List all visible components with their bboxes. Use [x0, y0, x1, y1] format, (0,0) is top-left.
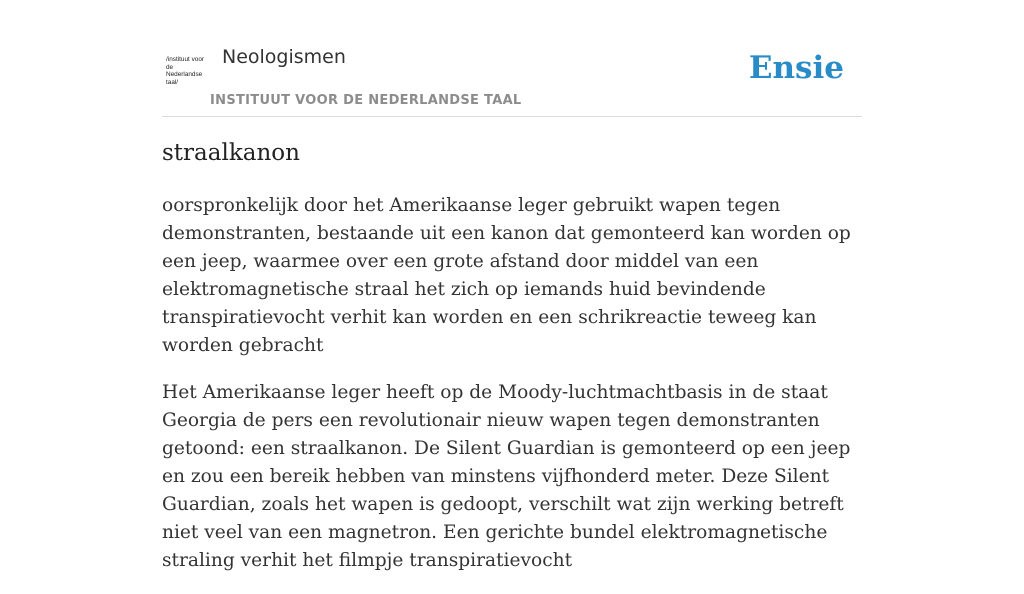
site-header [162, 40, 862, 117]
site-title[interactable]: Neologismen [222, 46, 346, 68]
entry-citation: Het Amerikaanse leger heeft op de Moody-luchtmachtbasis in de staat Georgia de pers een revolutionair nieuw wapen tegen demonstranten getoond: een straalkanon. De Silent Guardian is gemonteerd op een jeep en zou een bereik hebben van minstens vijfhonderd meter. Deze Silent Guardian, zoals het wapen is gedoopt, verschilt wat zijn werking betreft niet veel van een magnetron. Een gerichte bundel elektromagnetische straling verhit het filmpje transpiratievocht [162, 382, 851, 571]
entry-content [162, 192, 866, 594]
ivdnt-logo[interactable]: /instituut voor de Nederlandse taal/ [166, 56, 205, 86]
site-subtitle: INSTITUUT VOOR DE NEDERLANDSE TAAL [210, 93, 522, 108]
entry-headword: straalkanon [162, 140, 300, 166]
entry-definition: oorspronkelijk door het Amerikaanse leger gebruikt wapen tegen demonstranten, bestaande uit een kanon dat gemonteerd kan worden op een jeep, waarmee over een grote afstand door middel van een elektromagnetische straal het zich op iemands huid bevindende transpiratievocht verhit kan worden en een schrikreactie teweeg kan worden gebracht [162, 195, 851, 356]
ensie-logo[interactable]: Ensie [748, 50, 844, 86]
